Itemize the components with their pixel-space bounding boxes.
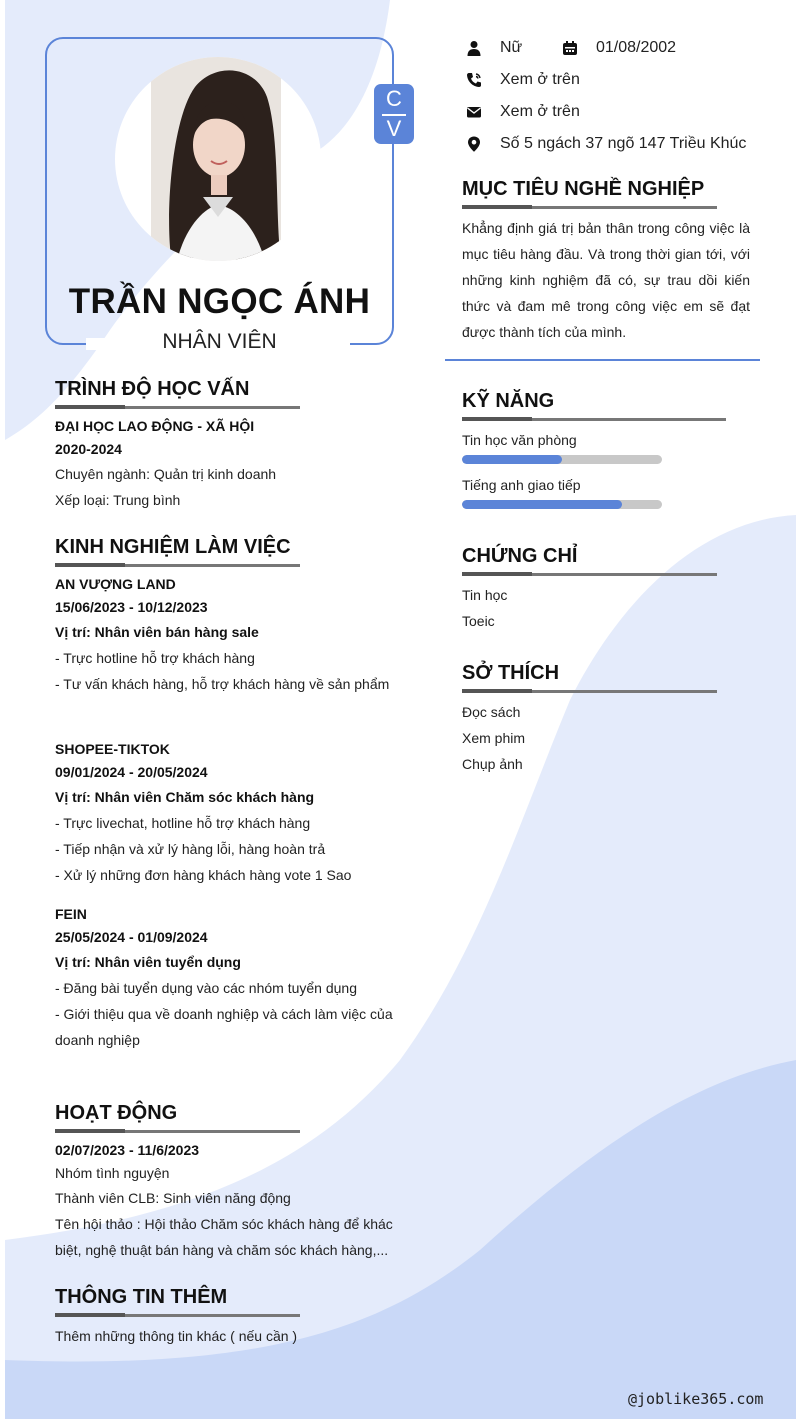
job-period: 09/01/2024 - 20/05/2024 <box>55 764 208 780</box>
job-company: AN VƯỢNG LAND <box>55 576 176 592</box>
job-position: Vị trí: Nhân viên Chăm sóc khách hàng <box>55 789 315 805</box>
certificate-item: Toeic <box>462 613 495 629</box>
activity-line: Tên hội thảo : Hội thảo Chăm sóc khách hàng để khác biệt, nghệ thuật bán hàng và chăm sóc khách hàng,... <box>55 1216 393 1258</box>
job-duty: - Đăng bài tuyển dụng vào các nhóm tuyển dụng <box>55 980 357 996</box>
extra-rule <box>55 1314 300 1317</box>
avatar <box>115 57 321 261</box>
extra-title: THÔNG TIN THÊM <box>55 1286 228 1308</box>
hobbies-title: SỞ THÍCH <box>462 662 560 684</box>
phone-icon <box>466 72 482 88</box>
skill-bar-fill <box>462 500 622 509</box>
skill-name: Tiếng anh giao tiếp <box>462 477 581 493</box>
activities-rule <box>55 1130 300 1133</box>
certificate-item: Tin học <box>462 587 508 603</box>
education-rule <box>55 406 300 409</box>
birthday-value: 01/08/2002 <box>596 39 677 56</box>
job-duty: - Xử lý những đơn hàng khách hàng vote 1 Sao <box>55 867 352 883</box>
job-duty: - Trực livechat, hotline hỗ trợ khách hàng <box>55 815 311 831</box>
job-position: Vị trí: Nhân viên tuyển dụng <box>55 954 241 970</box>
gender-value: Nữ <box>500 39 523 56</box>
skills-rule <box>462 418 726 421</box>
experience-rule <box>55 564 300 567</box>
activities-title: HOẠT ĐỘNG <box>55 1102 178 1124</box>
skill-bar-fill <box>462 455 562 464</box>
education-period: 2020-2024 <box>55 441 122 457</box>
candidate-name: TRẦN NGỌC ÁNH <box>68 282 371 321</box>
hobby-item: Chụp ảnh <box>462 756 523 772</box>
location-pin-icon <box>466 136 482 152</box>
calendar-icon <box>562 40 578 56</box>
education-major: Chuyên ngành: Quản trị kinh doanh <box>55 466 277 482</box>
cv-badge-v: V <box>386 116 402 141</box>
education-school: ĐẠI HỌC LAO ĐỘNG - XÃ HỘI <box>55 418 255 434</box>
footer-watermark: @joblike365.com <box>628 1390 764 1408</box>
job-duty: - Tư vấn khách hàng, hỗ trợ khách hàng về sản phẩm <box>55 676 390 692</box>
education-title: TRÌNH ĐỘ HỌC VẤN <box>55 378 250 400</box>
candidate-role: NHÂN VIÊN <box>162 330 277 353</box>
job-company: SHOPEE-TIKTOK <box>55 741 170 757</box>
cv-badge-c: C <box>386 86 402 111</box>
job-period: 15/06/2023 - 10/12/2023 <box>55 599 208 615</box>
mail-icon <box>466 104 482 120</box>
extra-text: Thêm những thông tin khác ( nếu cần ) <box>55 1328 298 1344</box>
objective-title: MỤC TIÊU NGHỀ NGHIỆP <box>462 178 705 200</box>
skill-bar <box>462 455 662 464</box>
activities-period: 02/07/2023 - 11/6/2023 <box>55 1142 200 1158</box>
email-value: Xem ở trên <box>500 103 580 120</box>
job-period: 25/05/2024 - 01/09/2024 <box>55 929 208 945</box>
skills-title: KỸ NĂNG <box>462 390 555 412</box>
skill-name: Tin học văn phòng <box>462 432 577 448</box>
section-divider <box>445 359 760 361</box>
certificates-rule <box>462 573 717 576</box>
gender-row <box>466 37 522 59</box>
address-value: Số 5 ngách 37 ngõ 147 Triều Khúc <box>500 135 747 152</box>
hobbies-rule <box>462 690 717 693</box>
job-duty: - Tiếp nhận và xử lý hàng lỗi, hàng hoàn trả <box>55 841 326 857</box>
phone-row <box>466 69 580 91</box>
skill-bar <box>462 500 662 509</box>
job-duty: - Trực hotline hỗ trợ khách hàng <box>55 650 255 666</box>
email-row <box>466 101 580 123</box>
objective-rule <box>462 206 717 209</box>
address-row <box>466 133 746 155</box>
job-position: Vị trí: Nhân viên bán hàng sale <box>55 624 259 640</box>
hobby-item: Đọc sách <box>462 704 521 720</box>
birthday-row <box>562 37 676 59</box>
hobby-item: Xem phim <box>462 730 526 746</box>
person-icon <box>466 40 482 56</box>
experience-title: KINH NGHIỆM LÀM VIỆC <box>55 536 291 558</box>
certificates-title: CHỨNG CHỈ <box>462 545 578 567</box>
activity-line: Nhóm tình nguyện <box>55 1165 170 1181</box>
job-company: FEIN <box>55 906 87 922</box>
activity-line: Thành viên CLB: Sinh viên năng động <box>55 1190 291 1206</box>
job-duty: - Giới thiệu qua về doanh nghiệp và cách làm việc của doanh nghiệp <box>55 1006 393 1048</box>
phone-value: Xem ở trên <box>500 71 580 88</box>
objective-text: Khẳng định giá trị bản thân trong công việc là mục tiêu hàng đầu. Và trong thời gian tới, với những kinh nghiệm đã có, sự trau dồi kiến thức và đam mê trong công việc em sẽ đạt được thành tích của mình. <box>462 220 750 340</box>
cv-badge <box>374 84 414 144</box>
education-grade: Xếp loại: Trung bình <box>55 492 181 508</box>
